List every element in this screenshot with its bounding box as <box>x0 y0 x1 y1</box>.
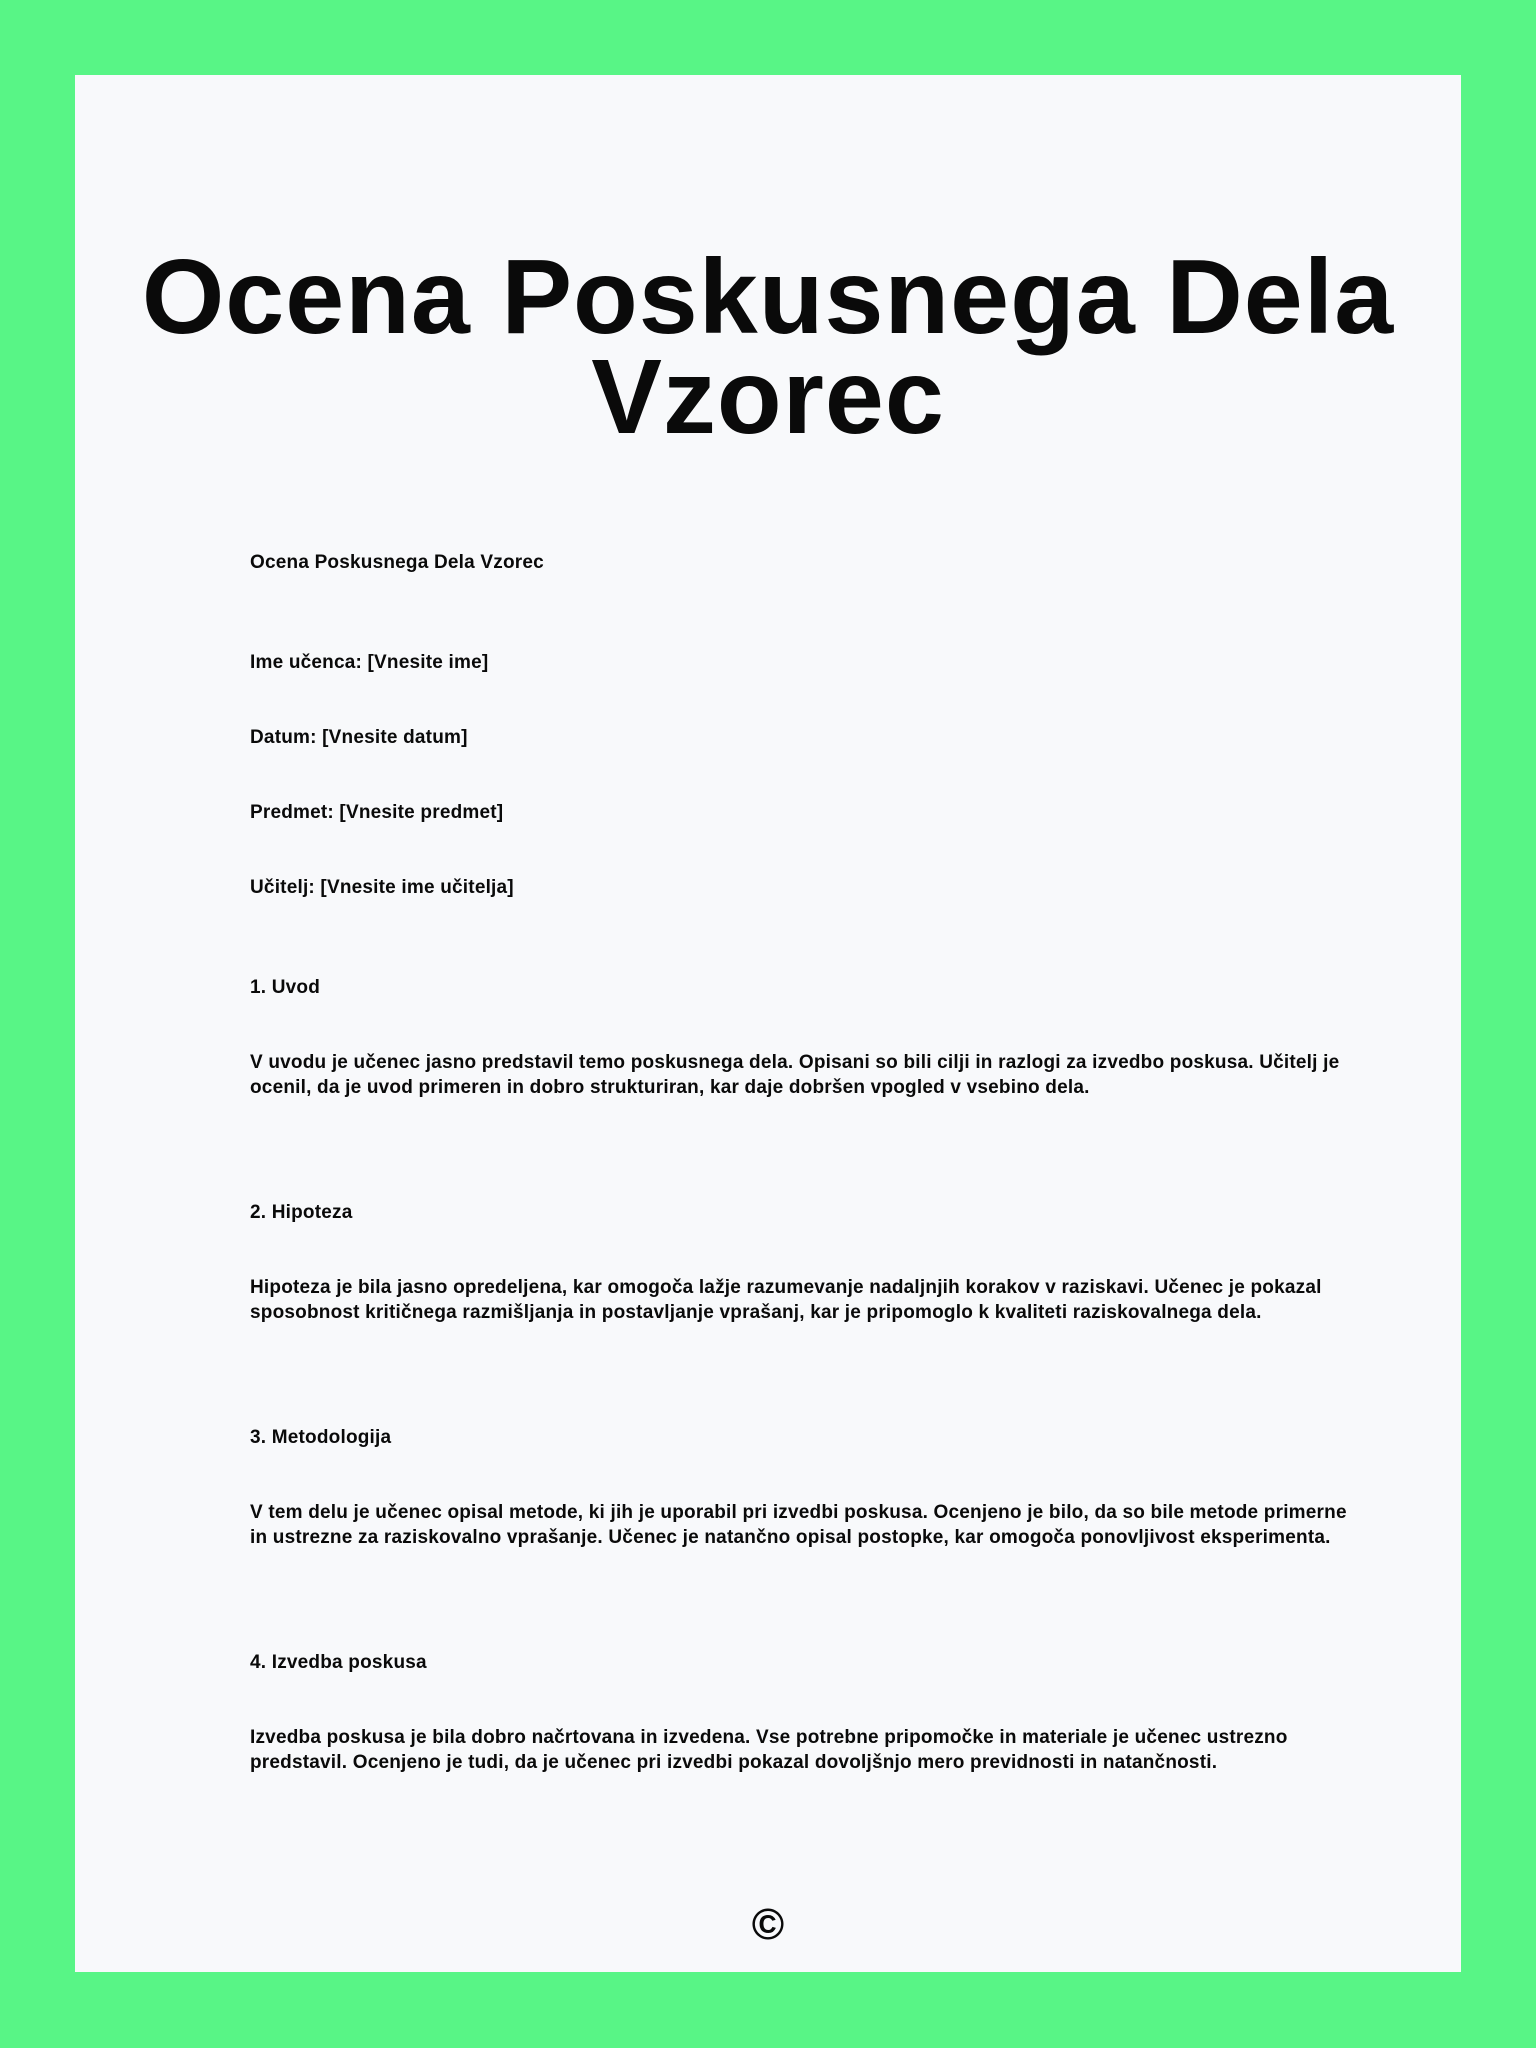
section-body-introduction: V uvodu je učenec jasno predstavil temo poskusnega dela. Opisani so bili cilji in razlogi za izvedbo poskusa. Učitelj je ocenil, da je uvod primeren in dobro strukturiran, kar daje dobršen vpogled v vsebino dela. <box>250 1052 1340 1098</box>
date-field: Datum: [Vnesite datum] <box>250 727 468 748</box>
document-subtitle: Ocena Poskusnega Dela Vzorec <box>250 552 544 573</box>
teacher-field: Učitelj: [Vnesite ime učitelja] <box>250 877 514 898</box>
section-body-experiment: Izvedba poskusa je bila dobro načrtovana in izvedena. Vse potrebne pripomočke in materiale je učenec ustrezno predstavil. Ocenjeno je tudi, da je učenec pri izvedbi pokazal dovoljšnjo mero previdnosti in natančnosti. <box>250 1727 1288 1773</box>
section-heading-experiment: 4. Izvedba poskusa <box>250 1652 427 1673</box>
page-title: Ocena Poskusnega Dela Vzorec <box>141 238 1395 456</box>
section-heading-introduction: 1. Uvod <box>250 977 321 998</box>
document-page <box>75 75 1461 1972</box>
section-heading-hypothesis: 2. Hipoteza <box>250 1202 353 1223</box>
section-heading-methodology: 3. Metodologija <box>250 1427 392 1448</box>
subject-field: Predmet: [Vnesite predmet] <box>250 802 504 823</box>
section-body-methodology: V tem delu je učenec opisal metode, ki jih je uporabil pri izvedbi poskusa. Ocenjeno je bilo, da so bile metode primerne in ustrezne za raziskovalno vprašanje. Učenec je natančno opisal postopke, kar omogoča ponovljivost eksperimenta. <box>250 1502 1347 1548</box>
section-body-hypothesis: Hipoteza je bila jasno opredeljena, kar omogoča lažje razumevanje nadaljnjih korakov v raziskavi. Učenec je pokazal sposobnost kritičnega razmišljanja in postavljanje vprašanj, kar je pripomoglo k kvaliteti raziskovalnega dela. <box>250 1277 1322 1323</box>
copyright-icon: © <box>751 1900 785 1949</box>
student-name-field: Ime učenca: [Vnesite ime] <box>250 652 489 673</box>
